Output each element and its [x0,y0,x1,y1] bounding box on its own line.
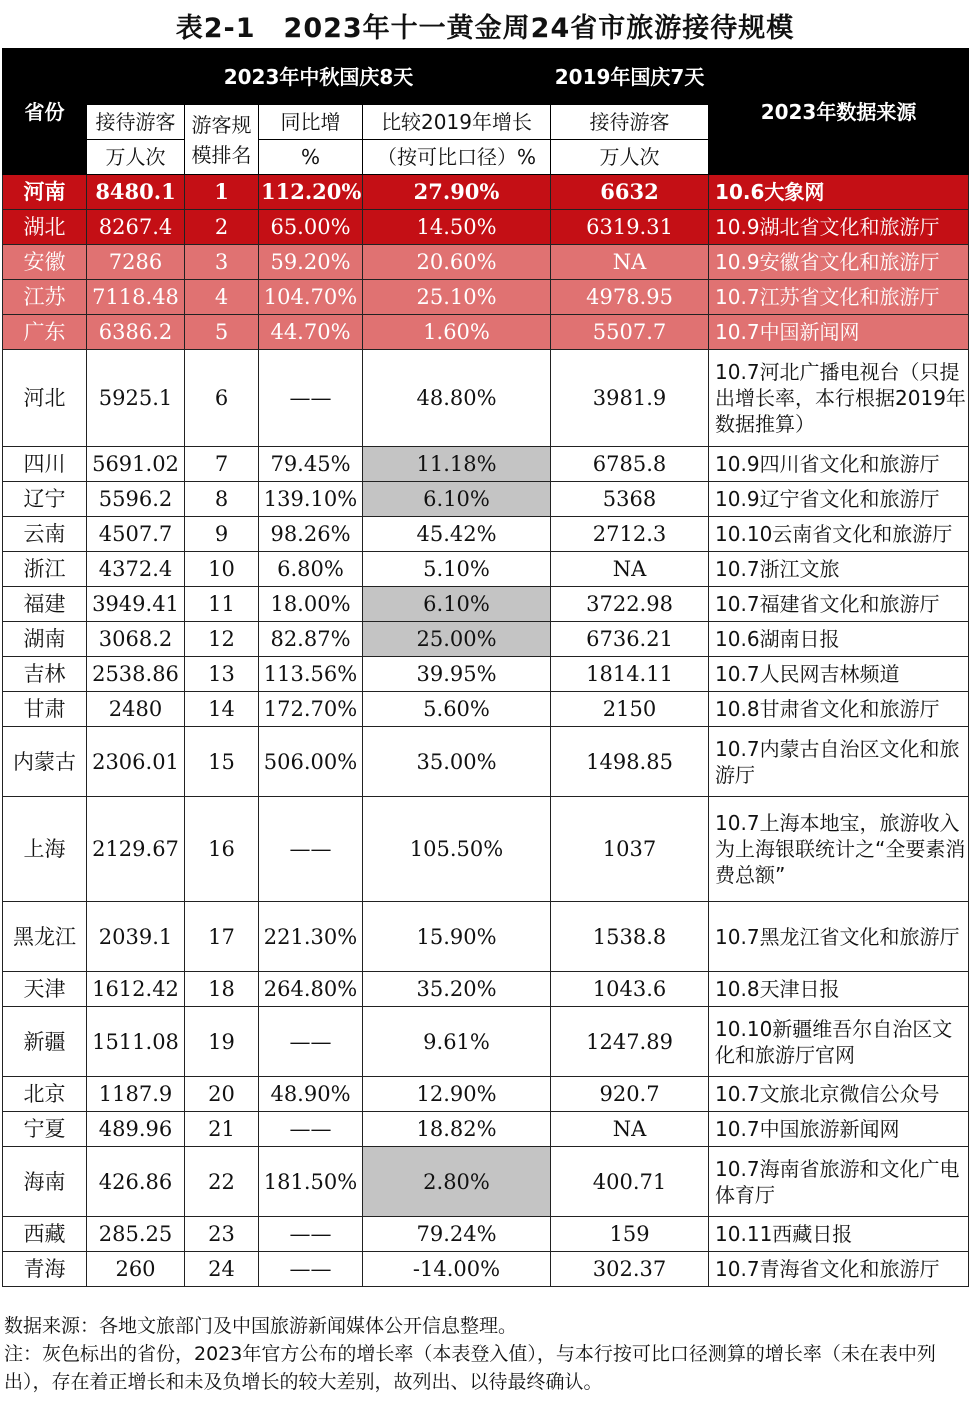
table-row [3,210,969,245]
cell-yoy: 79.45% [259,447,363,482]
cell-rank: 1 [185,175,259,210]
table-row [3,447,969,482]
cell-yoy: 48.90% [259,1077,363,1112]
cell-visitors-2019: 6736.21 [551,622,709,657]
notes-source: 数据来源：各地文旅部门及中国旅游新闻媒体公开信息整理。 [4,1315,518,1337]
cell-rank: 11 [185,587,259,622]
cell-source: 10.9辽宁省文化和旅游厅 [709,482,969,517]
cell-source: 10.7江苏省文化和旅游厅 [709,280,969,315]
table-row [3,657,969,692]
cell-rank: 3 [185,245,259,280]
cell-visitors-2019: 6319.31 [551,210,709,245]
cell-vs2019: 2.80% [363,1147,551,1217]
cell-province: 宁夏 [3,1112,87,1147]
cell-source: 10.10新疆维吾尔自治区文化和旅游厅官网 [709,1007,969,1077]
cell-vs2019: 20.60% [363,245,551,280]
cell-source: 10.7人民网吉林频道 [709,657,969,692]
cell-visitors: 2480 [87,692,185,727]
cell-visitors: 1612.42 [87,972,185,1007]
cell-rank: 15 [185,727,259,797]
cell-source: 10.9湖北省文化和旅游厅 [709,210,969,245]
cell-yoy: 6.80% [259,552,363,587]
cell-province: 浙江 [3,552,87,587]
cell-province: 辽宁 [3,482,87,517]
cell-province: 广东 [3,315,87,350]
cell-province: 新疆 [3,1007,87,1077]
cell-visitors-2019: NA [551,245,709,280]
cell-rank: 6 [185,350,259,447]
header-visitors-2019: 接待游客 [551,105,709,140]
cell-vs2019: 48.80% [363,350,551,447]
table-row [3,1147,969,1217]
header-group-2019: 2019年国庆7天 [551,49,709,105]
cell-rank: 12 [185,622,259,657]
table-row [3,552,969,587]
header-visitors: 接待游客 [87,105,185,140]
cell-source: 10.7上海本地宝，旅游收入为上海银联统计之“全要素消费总额” [709,797,969,902]
cell-province: 云南 [3,517,87,552]
table-row [3,1007,969,1077]
cell-vs2019: 6.10% [363,482,551,517]
cell-visitors-2019: 3722.98 [551,587,709,622]
cell-rank: 4 [185,280,259,315]
cell-visitors-2019: NA [551,1112,709,1147]
cell-visitors: 5691.02 [87,447,185,482]
cell-vs2019: 15.90% [363,902,551,972]
cell-source: 10.6大象网 [709,175,969,210]
cell-visitors: 2538.86 [87,657,185,692]
cell-province: 湖南 [3,622,87,657]
cell-visitors: 5596.2 [87,482,185,517]
header-province: 省份 [3,49,87,175]
table-row [3,482,969,517]
cell-source: 10.7中国旅游新闻网 [709,1112,969,1147]
cell-yoy: 82.87% [259,622,363,657]
cell-visitors-2019: 1043.6 [551,972,709,1007]
cell-province: 湖北 [3,210,87,245]
cell-visitors-2019: 6785.8 [551,447,709,482]
cell-yoy: 264.80% [259,972,363,1007]
table-row [3,315,969,350]
tourism-table [2,48,968,1287]
cell-vs2019: 35.00% [363,727,551,797]
cell-yoy: 59.20% [259,245,363,280]
cell-visitors: 1511.08 [87,1007,185,1077]
cell-source: 10.9四川省文化和旅游厅 [709,447,969,482]
cell-province: 四川 [3,447,87,482]
cell-yoy: 506.00% [259,727,363,797]
cell-province: 西藏 [3,1217,87,1252]
cell-yoy: 18.00% [259,587,363,622]
cell-visitors-2019: 2712.3 [551,517,709,552]
cell-rank: 7 [185,447,259,482]
cell-visitors: 2039.1 [87,902,185,972]
cell-visitors: 2129.67 [87,797,185,902]
table-row [3,902,969,972]
cell-source: 10.7浙江文旅 [709,552,969,587]
cell-vs2019: 27.90% [363,175,551,210]
cell-visitors-2019: 1498.85 [551,727,709,797]
cell-visitors: 285.25 [87,1217,185,1252]
cell-rank: 14 [185,692,259,727]
cell-source: 10.7河北广播电视台（只提出增长率，本行根据2019年数据推算） [709,350,969,447]
notes-remark: 注：灰色标出的省份，2023年官方公布的增长率（本表登入值），与本行按可比口径测算的增长率（未在表中列出），存在着正增长和未及负增长的较大差别，故列出、以待最终确认。 [4,1343,936,1393]
cell-visitors-2019: NA [551,552,709,587]
cell-visitors: 2306.01 [87,727,185,797]
cell-rank: 9 [185,517,259,552]
cell-vs2019: 11.18% [363,447,551,482]
cell-yoy: 139.10% [259,482,363,517]
table-row [3,727,969,797]
cell-yoy: —— [259,1112,363,1147]
cell-source: 10.7福建省文化和旅游厅 [709,587,969,622]
cell-visitors-2019: 5507.7 [551,315,709,350]
header-visitors-2019-unit: 万人次 [551,140,709,175]
table-row [3,797,969,902]
cell-visitors-2019: 6632 [551,175,709,210]
cell-province: 内蒙古 [3,727,87,797]
cell-visitors: 5925.1 [87,350,185,447]
cell-source: 10.7文旅北京微信公众号 [709,1077,969,1112]
table-row [3,1112,969,1147]
cell-rank: 21 [185,1112,259,1147]
cell-vs2019: 9.61% [363,1007,551,1077]
cell-province: 黑龙江 [3,902,87,972]
cell-yoy: —— [259,1252,363,1287]
cell-visitors: 489.96 [87,1112,185,1147]
cell-yoy: 113.56% [259,657,363,692]
cell-yoy: 112.20% [259,175,363,210]
cell-rank: 17 [185,902,259,972]
table-row [3,245,969,280]
cell-rank: 13 [185,657,259,692]
cell-province: 上海 [3,797,87,902]
header-visitors-unit: 万人次 [87,140,185,175]
cell-yoy: 98.26% [259,517,363,552]
table-row [3,175,969,210]
cell-province: 河南 [3,175,87,210]
cell-vs2019: 1.60% [363,315,551,350]
table-title: 表2-1 2023年十一黄金周24省市旅游接待规模 [175,13,795,44]
cell-visitors-2019: 4978.95 [551,280,709,315]
cell-vs2019: 35.20% [363,972,551,1007]
cell-province: 海南 [3,1147,87,1217]
cell-yoy: 221.30% [259,902,363,972]
cell-rank: 8 [185,482,259,517]
cell-visitors-2019: 2150 [551,692,709,727]
cell-rank: 23 [185,1217,259,1252]
table-row [3,280,969,315]
cell-yoy: 65.00% [259,210,363,245]
cell-vs2019: 6.10% [363,587,551,622]
table-row [3,1077,969,1112]
cell-visitors: 426.86 [87,1147,185,1217]
cell-province: 吉林 [3,657,87,692]
cell-source: 10.10云南省文化和旅游厅 [709,517,969,552]
cell-rank: 20 [185,1077,259,1112]
cell-province: 甘肃 [3,692,87,727]
cell-yoy: 181.50% [259,1147,363,1217]
header-vs2019-unit: （按可比口径）% [363,140,551,175]
cell-source: 10.7中国新闻网 [709,315,969,350]
cell-rank: 22 [185,1147,259,1217]
cell-yoy: —— [259,1217,363,1252]
cell-province: 福建 [3,587,87,622]
header-vs2019: 比较2019年增长 [363,105,551,140]
cell-source: 10.7内蒙古自治区文化和旅游厅 [709,727,969,797]
cell-visitors-2019: 302.37 [551,1252,709,1287]
cell-visitors-2019: 920.7 [551,1077,709,1112]
cell-visitors-2019: 5368 [551,482,709,517]
cell-rank: 16 [185,797,259,902]
table-row [3,517,969,552]
cell-visitors: 8480.1 [87,175,185,210]
header-rank: 游客规模排名 [185,105,259,175]
table-row [3,972,969,1007]
cell-vs2019: 39.95% [363,657,551,692]
cell-visitors: 7286 [87,245,185,280]
cell-visitors-2019: 1538.8 [551,902,709,972]
cell-rank: 5 [185,315,259,350]
cell-vs2019: -14.00% [363,1252,551,1287]
notes [4,1312,964,1396]
cell-visitors: 260 [87,1252,185,1287]
cell-source: 10.8甘肃省文化和旅游厅 [709,692,969,727]
cell-source: 10.8天津日报 [709,972,969,1007]
cell-province: 青海 [3,1252,87,1287]
cell-vs2019: 25.00% [363,622,551,657]
cell-visitors: 4507.7 [87,517,185,552]
cell-visitors-2019: 159 [551,1217,709,1252]
cell-rank: 19 [185,1007,259,1077]
cell-vs2019: 5.10% [363,552,551,587]
header-yoy: 同比增 [259,105,363,140]
cell-vs2019: 105.50% [363,797,551,902]
table-row [3,622,969,657]
table-row [3,587,969,622]
table-row [3,1217,969,1252]
cell-yoy: —— [259,350,363,447]
cell-visitors: 4372.4 [87,552,185,587]
cell-visitors-2019: 400.71 [551,1147,709,1217]
cell-visitors: 3949.41 [87,587,185,622]
cell-vs2019: 18.82% [363,1112,551,1147]
cell-rank: 2 [185,210,259,245]
cell-yoy: 104.70% [259,280,363,315]
table-row [3,1252,969,1287]
cell-yoy: —— [259,797,363,902]
header-source: 2023年数据来源 [709,49,969,175]
cell-source: 10.6湖南日报 [709,622,969,657]
cell-province: 安徽 [3,245,87,280]
cell-vs2019: 12.90% [363,1077,551,1112]
cell-visitors-2019: 1814.11 [551,657,709,692]
cell-vs2019: 45.42% [363,517,551,552]
cell-source: 10.9安徽省文化和旅游厅 [709,245,969,280]
header-group-2023: 2023年中秋国庆8天 [87,49,551,105]
cell-province: 天津 [3,972,87,1007]
cell-source: 10.7海南省旅游和文化广电体育厅 [709,1147,969,1217]
cell-rank: 18 [185,972,259,1007]
cell-visitors: 6386.2 [87,315,185,350]
cell-province: 江苏 [3,280,87,315]
cell-visitors: 8267.4 [87,210,185,245]
table-row [3,350,969,447]
cell-vs2019: 79.24% [363,1217,551,1252]
cell-visitors-2019: 1037 [551,797,709,902]
cell-visitors: 7118.48 [87,280,185,315]
cell-rank: 24 [185,1252,259,1287]
cell-province: 河北 [3,350,87,447]
cell-vs2019: 5.60% [363,692,551,727]
cell-vs2019: 25.10% [363,280,551,315]
cell-visitors: 3068.2 [87,622,185,657]
cell-visitors: 1187.9 [87,1077,185,1112]
cell-visitors-2019: 3981.9 [551,350,709,447]
cell-vs2019: 14.50% [363,210,551,245]
table-row [3,692,969,727]
cell-rank: 10 [185,552,259,587]
cell-visitors-2019: 1247.89 [551,1007,709,1077]
header-yoy-unit: % [259,140,363,175]
cell-yoy: 172.70% [259,692,363,727]
cell-yoy: 44.70% [259,315,363,350]
cell-yoy: —— [259,1007,363,1077]
cell-province: 北京 [3,1077,87,1112]
cell-source: 10.11西藏日报 [709,1217,969,1252]
cell-source: 10.7青海省文化和旅游厅 [709,1252,969,1287]
cell-source: 10.7黑龙江省文化和旅游厅 [709,902,969,972]
